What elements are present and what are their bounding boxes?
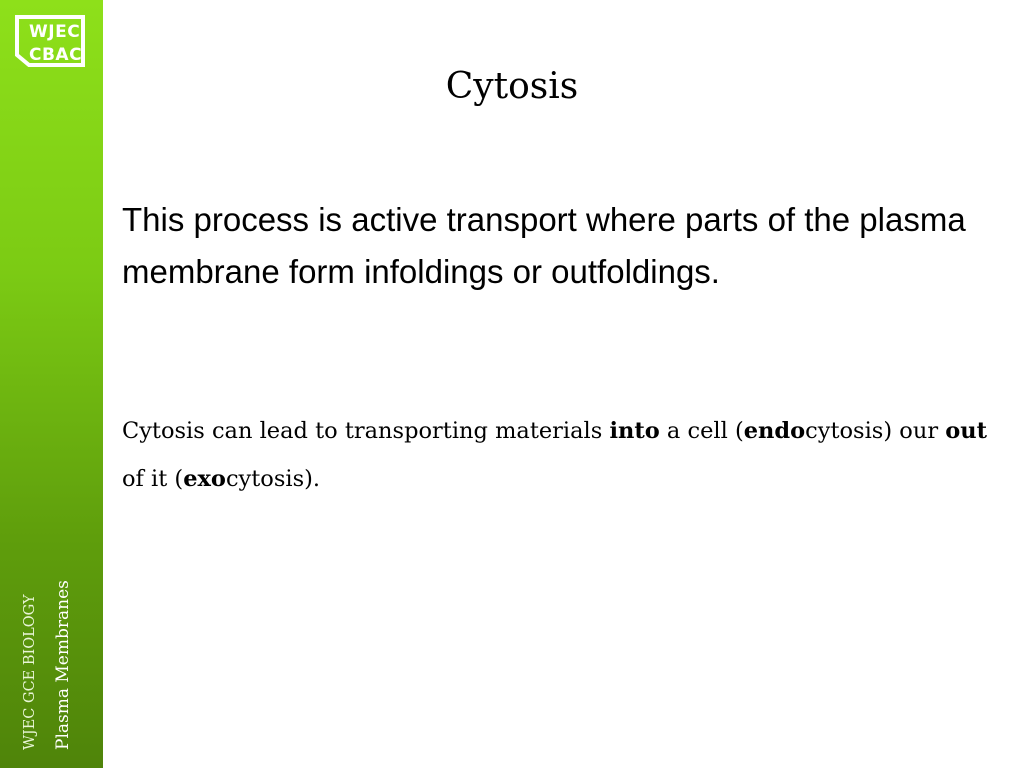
cytosis-types-paragraph bbox=[122, 407, 1002, 503]
course-label: WJEC GCE BIOLOGY bbox=[22, 594, 38, 750]
bold-exo: exo bbox=[183, 466, 226, 492]
bold-out: out bbox=[945, 418, 987, 444]
slide-title: Cytosis bbox=[445, 66, 579, 107]
logo-text-wjec: WJEC bbox=[29, 22, 81, 42]
text-segment: cytosis). bbox=[225, 466, 321, 492]
logo-text-cbac: CBAC bbox=[29, 45, 83, 65]
text-segment: of it ( bbox=[122, 466, 184, 492]
sidebar bbox=[0, 0, 103, 768]
bold-into: into bbox=[609, 418, 660, 444]
text-segment: a cell ( bbox=[659, 418, 744, 444]
text-segment: Cytosis can lead to transporting materials bbox=[122, 418, 610, 444]
topic-label: Plasma Membranes bbox=[53, 580, 73, 750]
definition-paragraph: This process is active transport where parts of the plasma membrane form infoldings or outfoldings. bbox=[122, 201, 966, 290]
bold-endo: endo bbox=[743, 418, 806, 444]
wjec-logo bbox=[15, 15, 85, 71]
text-segment: cytosis) our bbox=[805, 418, 946, 444]
